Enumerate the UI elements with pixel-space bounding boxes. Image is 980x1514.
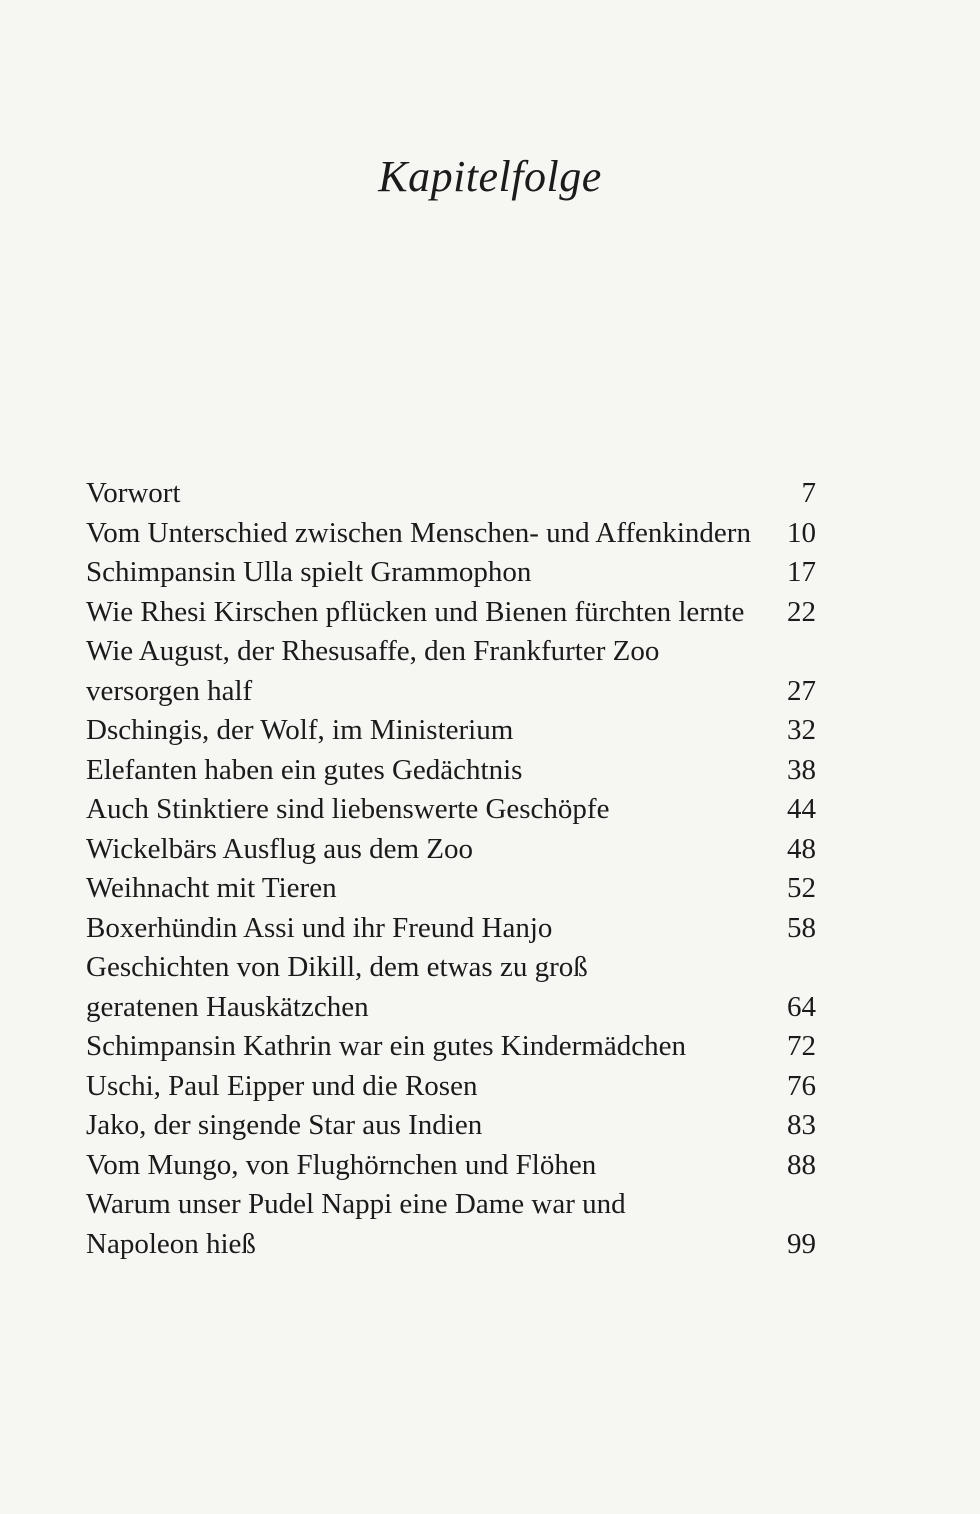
toc-entry-title: Vorwort [86, 477, 181, 509]
toc-page-number: 64 [787, 990, 816, 1023]
toc-entry-title: Warum unser Pudel Nappi eine Dame war und [86, 1188, 626, 1220]
toc-entry [86, 632, 816, 672]
toc-page-number: 32 [787, 714, 816, 746]
toc-entry [86, 948, 816, 988]
toc-page-number: 22 [787, 595, 816, 628]
toc-entry [86, 1146, 816, 1186]
toc-page-number: 52 [787, 872, 816, 904]
toc-entry-title: Weihnacht mit Tieren [86, 872, 337, 904]
toc-page-number: 58 [787, 911, 816, 944]
toc-entry-title: Dschingis, der Wolf, im Ministerium [86, 714, 514, 746]
toc-entry [86, 593, 816, 633]
toc-entry [86, 830, 816, 870]
toc-entry-title: Wickelbärs Ausflug aus dem Zoo [86, 832, 474, 865]
toc-page-number: 38 [787, 753, 816, 786]
toc-entry-title: Vom Mungo, von Flughörnchen und Flöhen [86, 1148, 597, 1181]
toc-entry [86, 474, 816, 514]
toc-entry [86, 672, 816, 712]
toc-entry-title: Geschichten von Dikill, dem etwas zu groß [86, 951, 588, 983]
toc-entry-title: versorgen half [86, 674, 253, 707]
toc-page-number: 27 [787, 674, 816, 707]
toc-entry [86, 1067, 816, 1107]
toc-page-number: 44 [787, 793, 816, 825]
toc-entry-title: Napoleon hieß [86, 1227, 256, 1260]
toc-entry [86, 1106, 816, 1146]
toc-page-number: 99 [787, 1227, 816, 1260]
toc-entry-title: Schimpansin Ulla spielt Grammophon [86, 556, 532, 588]
toc-entry-title: Wie Rhesi Kirschen pflücken und Bienen fürchten lernte [86, 595, 745, 628]
toc-entry [86, 1027, 816, 1067]
toc-entry [86, 1185, 816, 1225]
toc-entry [86, 909, 816, 949]
toc-entry-title: Jako, der singende Star aus Indien [86, 1109, 483, 1141]
toc-page-number: 7 [801, 477, 816, 509]
toc-entry-title: Auch Stinktiere sind liebenswerte Geschöpfe [86, 793, 610, 825]
toc-entry-title: Uschi, Paul Eipper und die Rosen [86, 1069, 478, 1102]
table-of-contents [86, 474, 816, 1264]
toc-page-number: 83 [787, 1109, 816, 1141]
page-title: Kapitelfolge [378, 152, 602, 201]
toc-entry-title: Schimpansin Kathrin war ein gutes Kindermädchen [86, 1030, 686, 1062]
toc-entry [86, 1225, 816, 1265]
toc-entry-title: Wie August, der Rhesusaffe, den Frankfurter Zoo [86, 635, 660, 667]
toc-page-number: 76 [787, 1069, 816, 1102]
toc-entry-title: Boxerhündin Assi und ihr Freund Hanjo [86, 911, 553, 944]
toc-page-number: 48 [787, 832, 816, 865]
toc-entry [86, 790, 816, 830]
toc-page-number: 10 [787, 516, 816, 549]
toc-entry-title: Vom Unterschied zwischen Menschen- und Affenkindern [86, 516, 751, 549]
toc-entry [86, 988, 816, 1028]
toc-entry [86, 553, 816, 593]
toc-entry [86, 869, 816, 909]
toc-page-number: 17 [787, 556, 816, 588]
toc-page-number: 72 [787, 1030, 816, 1062]
toc-entry-title: Elefanten haben ein gutes Gedächtnis [86, 753, 523, 786]
toc-page-number: 88 [787, 1148, 816, 1181]
toc-entry [86, 751, 816, 791]
toc-entry-title: geratenen Hauskätzchen [86, 990, 369, 1023]
toc-entry [86, 514, 816, 554]
toc-entry [86, 711, 816, 751]
